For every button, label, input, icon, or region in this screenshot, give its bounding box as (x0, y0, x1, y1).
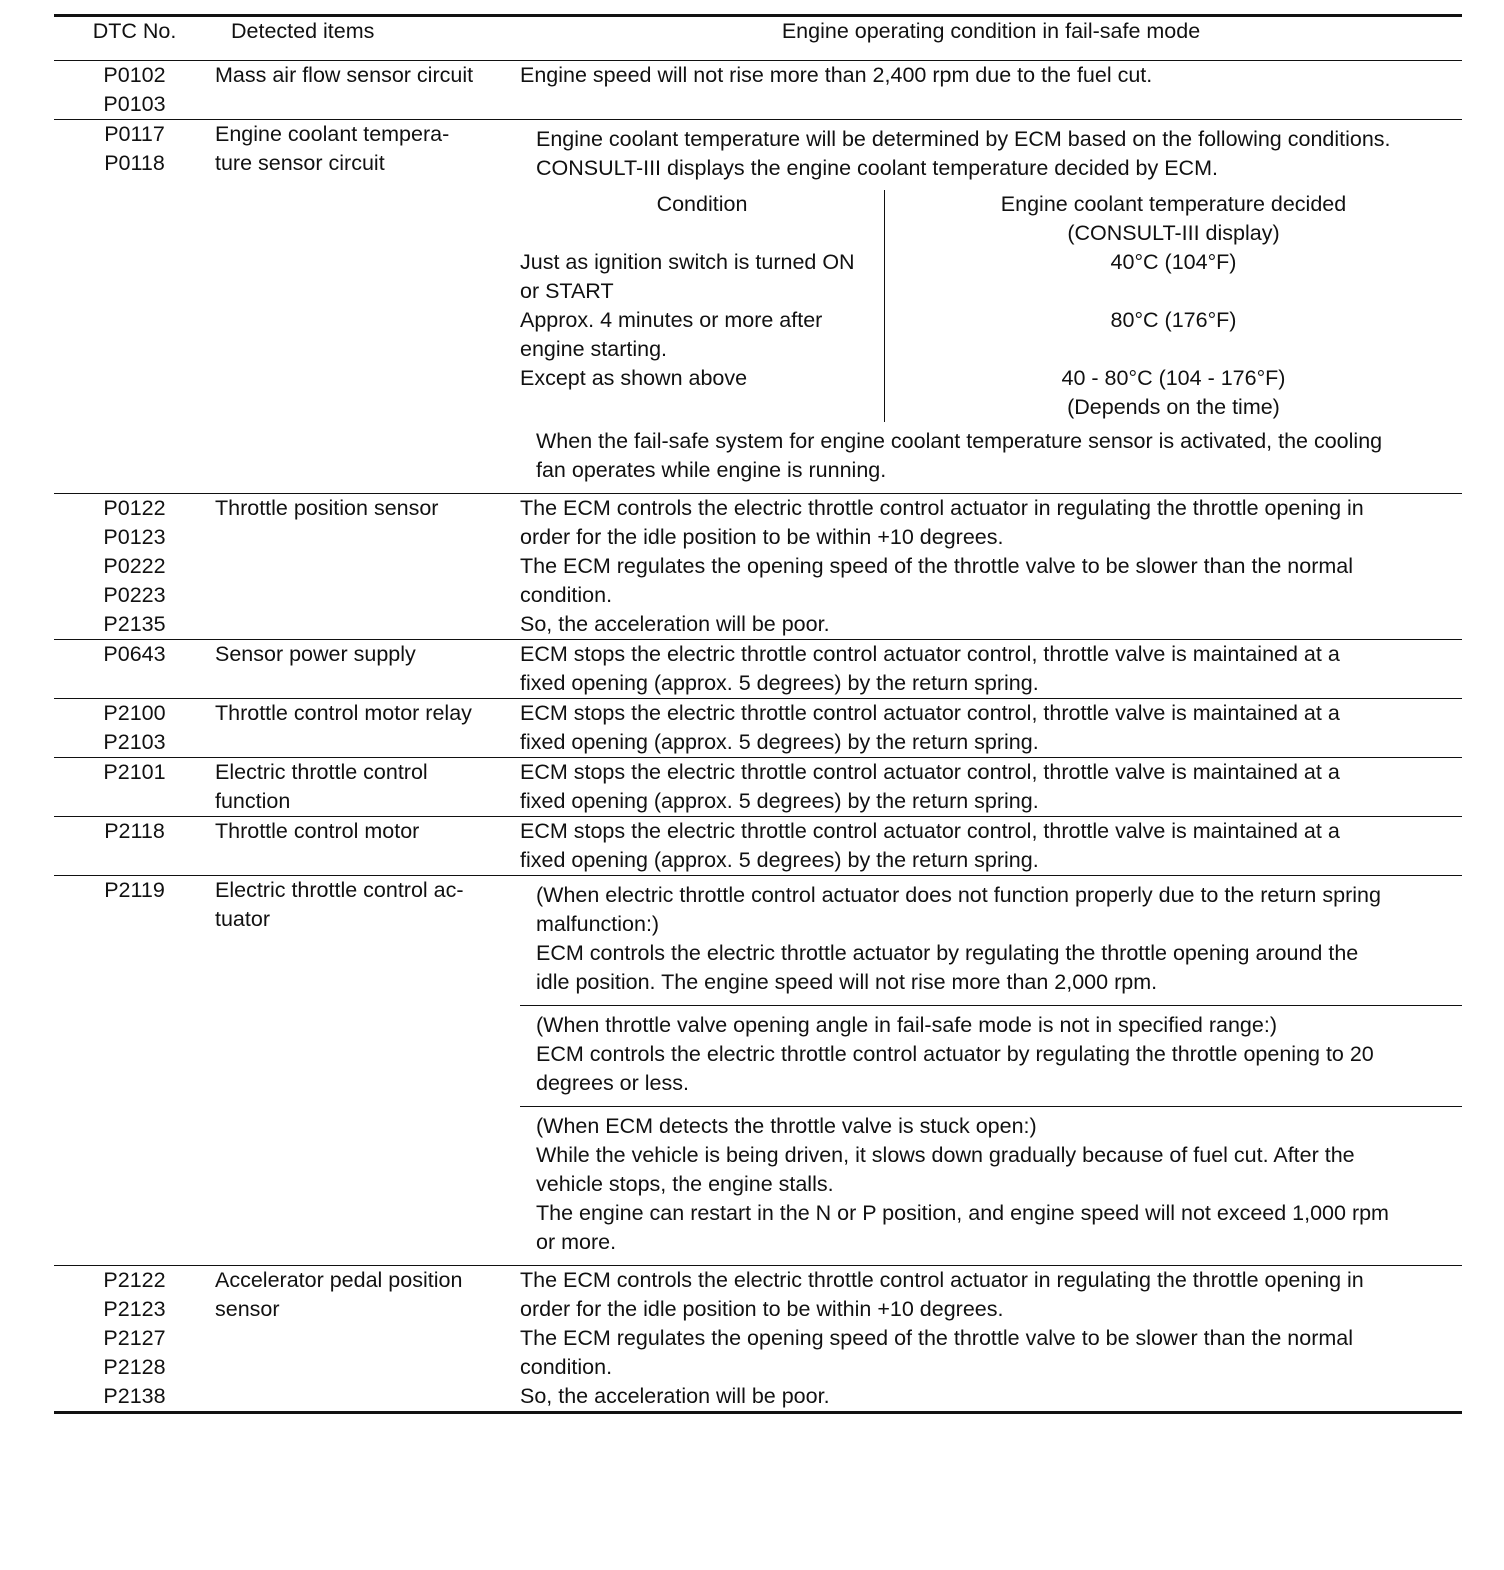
condition-text: (When electric throttle control actuator does not function properly due to the return spring (536, 883, 1381, 907)
condition-text: order for the idle position to be within +10 degrees. (520, 1297, 1004, 1321)
dtc-code: P0122 (103, 496, 166, 520)
dtc-code: P0103 (103, 92, 166, 116)
coolant-fan-note (520, 422, 1462, 493)
subtable-condition-line: Approx. 4 minutes or more after (520, 308, 823, 332)
table-row (54, 699, 1462, 758)
condition-text: fixed opening (approx. 5 degrees) by the return spring. (520, 671, 1039, 695)
condition-cell (520, 876, 1462, 1266)
condition-text: fixed opening (approx. 5 degrees) by the return spring. (520, 848, 1039, 872)
condition-text: order for the idle position to be within +10 degrees. (520, 525, 1004, 549)
table-row (54, 640, 1462, 699)
dtc-code: P2122 (103, 1268, 166, 1292)
dtc-code: P2128 (103, 1355, 166, 1379)
dtc-code: P2101 (103, 760, 166, 784)
coolant-intro (520, 120, 1462, 190)
dtc-code: P0102 (103, 63, 166, 87)
condition-text: vehicle stops, the engine stalls. (536, 1172, 834, 1196)
detected-item-line: tuator (215, 907, 270, 931)
dtc-cell (54, 876, 215, 1266)
detected-item: Throttle control motor relay (215, 699, 520, 758)
detected-item (215, 1266, 520, 1413)
condition-text: degrees or less. (536, 1071, 689, 1095)
table-header-row (54, 16, 1462, 61)
detected-item: Mass air flow sensor circuit (215, 61, 520, 120)
condition-text: ECM stops the electric throttle control actuator control, throttle valve is maintained at a (520, 701, 1340, 725)
condition-text: The ECM controls the electric throttle control actuator in regulating the throttle opening in (520, 1268, 1364, 1292)
subtable-row (520, 306, 1462, 364)
dtc-code: P0643 (103, 642, 166, 666)
subtable-value: 80°C (176°F) (1110, 308, 1237, 332)
subtable-value: 40°C (104°F) (1110, 250, 1237, 274)
subtable-condition-line: Just as ignition switch is turned ON (520, 250, 855, 274)
table-row (54, 876, 1462, 1266)
subtable-row (520, 364, 1462, 422)
dtc-cell (54, 699, 215, 758)
condition-text: malfunction:) (536, 912, 660, 936)
detected-item: Sensor power supply (215, 640, 520, 699)
fail-safe-table-page (54, 14, 1462, 1414)
detected-item-line: Engine coolant tempera- (215, 122, 450, 146)
subtable-header-line: (CONSULT-III display) (1067, 221, 1280, 245)
dtc-code: P2135 (103, 612, 166, 636)
subtable-value-line: (Depends on the time) (1067, 395, 1280, 419)
condition-text: When the fail-safe system for engine coolant temperature sensor is activated, the cooling (536, 429, 1383, 453)
header-dtc: DTC No. (92, 19, 177, 43)
dtc-cell (54, 758, 215, 817)
table-row (54, 817, 1462, 876)
actuator-condition-block (520, 1106, 1462, 1265)
dtc-code: P2123 (103, 1297, 166, 1321)
dtc-cell (54, 494, 215, 640)
subtable-condition: Except as shown above (520, 364, 885, 422)
dtc-code: P2138 (103, 1384, 166, 1408)
condition-cell (520, 61, 1462, 120)
actuator-condition-block (520, 876, 1462, 1005)
condition-text: While the vehicle is being driven, it slows down gradually because of fuel cut. After the (536, 1143, 1355, 1167)
condition-text: condition. (520, 583, 613, 607)
coolant-condition-subtable (520, 190, 1462, 493)
dtc-code: P2118 (104, 819, 165, 843)
subtable-condition-line: or START (520, 279, 614, 303)
condition-text: (When throttle valve opening angle in fail-safe mode is not in specified range:) (536, 1013, 1277, 1037)
condition-text: ECM controls the electric throttle actuator by regulating the throttle opening around the (536, 941, 1359, 965)
condition-cell (520, 1266, 1462, 1413)
condition-text: (When ECM detects the throttle valve is stuck open:) (536, 1114, 1037, 1138)
detected-item-line: Accelerator pedal position (215, 1268, 463, 1292)
dtc-code: P0223 (103, 583, 166, 607)
detected-item: Throttle control motor (215, 817, 520, 876)
detected-item-line: ture sensor circuit (215, 151, 385, 175)
condition-text: fan operates while engine is running. (536, 458, 887, 482)
condition-text: CONSULT-III displays the engine coolant temperature decided by ECM. (536, 156, 1218, 180)
actuator-condition-block (520, 1005, 1462, 1106)
subtable-header-condition: Condition (520, 190, 885, 248)
dtc-cell (54, 640, 215, 699)
table-row (54, 494, 1462, 640)
condition-cell (520, 758, 1462, 817)
subtable-condition (520, 248, 885, 306)
condition-text: The ECM regulates the opening speed of the throttle valve to be slower than the normal (520, 1326, 1354, 1350)
condition-text: fixed opening (approx. 5 degrees) by the return spring. (520, 789, 1039, 813)
subtable-row (520, 248, 1462, 306)
condition-text: The ECM controls the electric throttle control actuator in regulating the throttle opening in (520, 496, 1364, 520)
condition-text: So, the acceleration will be poor. (520, 1384, 830, 1408)
table-row (54, 61, 1462, 120)
dtc-code: P0123 (103, 525, 166, 549)
table-row (54, 1266, 1462, 1413)
detected-item-line: function (215, 789, 291, 813)
condition-text: ECM stops the electric throttle control actuator control, throttle valve is maintained at a (520, 819, 1340, 843)
condition-text: Engine speed will not rise more than 2,400 rpm due to the fuel cut. (520, 63, 1153, 87)
detected-item-line: Electric throttle control (215, 760, 428, 784)
dtc-code: P0117 (104, 122, 165, 146)
condition-text: The engine can restart in the N or P position, and engine speed will not exceed 1,000 rpm (536, 1201, 1389, 1225)
dtc-code: P2103 (103, 730, 166, 754)
subtable-header-decided (885, 190, 1463, 248)
condition-text: or more. (536, 1230, 617, 1254)
dtc-cell (54, 817, 215, 876)
condition-cell (520, 640, 1462, 699)
dtc-code: P0222 (103, 554, 166, 578)
condition-cell (520, 494, 1462, 640)
detected-item (215, 758, 520, 817)
subtable-note-row (520, 422, 1462, 493)
dtc-cell (54, 61, 215, 120)
subtable-condition (520, 306, 885, 364)
detected-item (215, 120, 520, 494)
dtc-cell (54, 120, 215, 494)
condition-text: idle position. The engine speed will not rise more than 2,000 rpm. (536, 970, 1158, 994)
fail-safe-table (54, 14, 1462, 1414)
dtc-code: P2127 (103, 1326, 166, 1350)
condition-text: Engine coolant temperature will be determined by ECM based on the following conditions. (536, 127, 1391, 151)
condition-text: The ECM regulates the opening speed of the throttle valve to be slower than the normal (520, 554, 1354, 578)
dtc-cell (54, 1266, 215, 1413)
condition-cell (520, 699, 1462, 758)
dtc-code: P2119 (104, 878, 165, 902)
condition-text: So, the acceleration will be poor. (520, 612, 830, 636)
dtc-code: P0118 (104, 151, 165, 175)
detected-item (215, 876, 520, 1266)
subtable-header-row (520, 190, 1462, 248)
detected-item-line: sensor (215, 1297, 280, 1321)
subtable-header-line: Engine coolant temperature decided (1000, 192, 1347, 216)
detected-item-line: Electric throttle control ac- (215, 878, 464, 902)
subtable-value (885, 364, 1463, 422)
condition-cell (520, 120, 1462, 494)
header-condition: Engine operating condition in fail-safe mode (781, 19, 1201, 43)
subtable-value-line: 40 - 80°C (104 - 176°F) (1061, 366, 1286, 390)
subtable-condition-line: engine starting. (520, 337, 668, 361)
table-row (54, 758, 1462, 817)
header-detected-items: Detected items (231, 19, 375, 43)
condition-text: condition. (520, 1355, 613, 1379)
condition-text: fixed opening (approx. 5 degrees) by the return spring. (520, 730, 1039, 754)
table-row (54, 120, 1462, 494)
condition-text: ECM controls the electric throttle control actuator by regulating the throttle opening to 20 (536, 1042, 1374, 1066)
condition-text: ECM stops the electric throttle control actuator control, throttle valve is maintained at a (520, 760, 1340, 784)
condition-cell (520, 817, 1462, 876)
detected-item: Throttle position sensor (215, 494, 520, 640)
dtc-code: P2100 (103, 701, 166, 725)
condition-text: ECM stops the electric throttle control actuator control, throttle valve is maintained at a (520, 642, 1340, 666)
